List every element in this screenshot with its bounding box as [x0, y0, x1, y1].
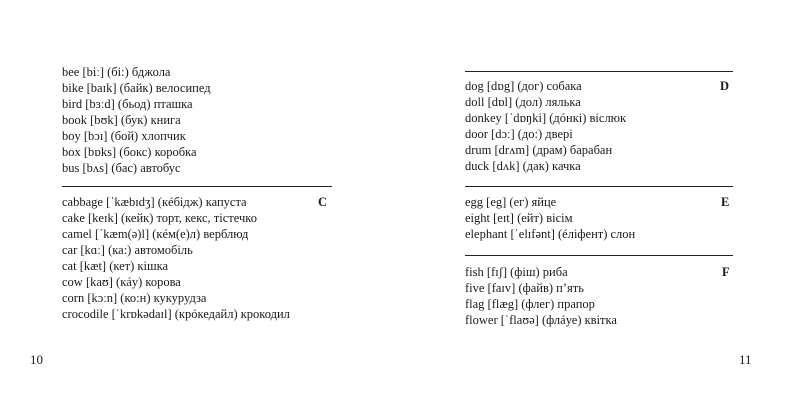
entry: duck [dʌk] (дак) качка [465, 159, 581, 173]
section-divider [465, 255, 733, 256]
section-letter-e: E [721, 195, 730, 209]
entry: egg [eg] (ег) яйце [465, 195, 557, 209]
entry: elephant [ˈelɪfənt] (éліфент) слон [465, 227, 636, 241]
entry: drum [drʌm] (драм) барабан [465, 143, 613, 157]
section-divider [465, 71, 733, 72]
entry: car [kɑː] (ка:) автомобіль [62, 243, 193, 257]
entry: bike [baɪk] (байк) велосипед [62, 81, 211, 95]
section-divider [62, 186, 332, 187]
entry: doll [dɒl] (дол) лялька [465, 95, 581, 109]
page-number-left: 10 [30, 352, 43, 367]
entry: cake [keɪk] (кейк) торт, кекс, тістечко [62, 211, 257, 225]
entry: cat [kæt] (кет) кішка [62, 259, 169, 273]
entry: camel [ˈkæm(ə)l] (кéм(е)л) верблюд [62, 227, 249, 241]
section-letter-c: C [318, 195, 328, 209]
section-letter-d: D [720, 79, 730, 93]
entry: door [dɔː] (до:) двері [465, 127, 573, 141]
entry: cow [kaʊ] (кáу) корова [62, 275, 181, 289]
section-divider [465, 186, 733, 187]
entry: donkey [ˈdɒŋki] (дóнкі) віслюк [465, 111, 627, 125]
entry: boy [bɔɪ] (бой) хлопчик [62, 129, 186, 143]
entry: bus [bʌs] (бас) автобус [62, 161, 181, 175]
entry: flag [flæg] (флег) прапор [465, 297, 595, 311]
entry: bee [biː] (бі:) бджола [62, 65, 171, 79]
entry: dog [dɒg] (дог) собака [465, 79, 582, 93]
entry: fish [fɪʃ] (фіш) риба [465, 265, 568, 279]
entry: cabbage [ˈkæbɪdʒ] (кéбідж) капуста [62, 195, 247, 209]
entry: box [bɒks] (бокс) коробка [62, 145, 197, 159]
section-letter-f: F [722, 265, 730, 279]
entry: bird [bɜːd] (бьод) пташка [62, 97, 193, 111]
entry: corn [kɔːn] (ко:н) кукурудза [62, 291, 207, 305]
entry: eight [eɪt] (ейт) вісім [465, 211, 573, 225]
entry: crocodile [ˈkrɒkədaɪl] (крóкедайл) крокодил [62, 307, 290, 321]
entry: five [faɪv] (файв) п’ять [465, 281, 584, 295]
entry: flower [ˈflaʊə] (флáуе) квітка [465, 313, 617, 327]
page-number-right: 11 [739, 352, 752, 367]
entry: book [bʊk] (бук) книга [62, 113, 181, 127]
